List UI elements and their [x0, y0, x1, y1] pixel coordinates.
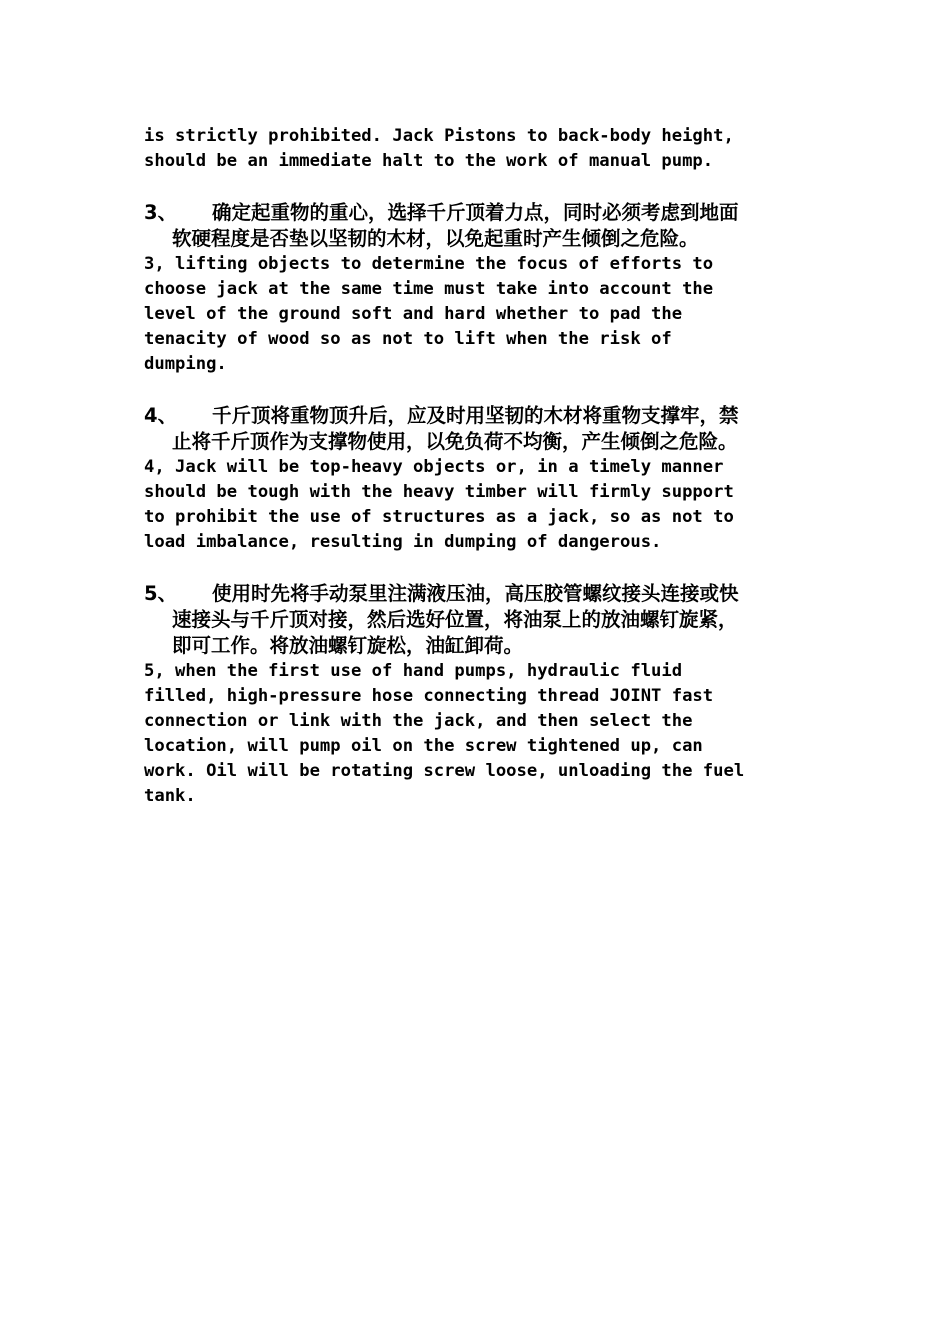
intro-line: should be an immediate halt to the work of manual pump. — [144, 151, 714, 171]
document-content — [144, 124, 824, 809]
paragraph-gap — [144, 174, 824, 200]
item-4-zh-first-line — [144, 403, 824, 429]
item-4-zh-line: 千斤顶将重物顶升后，应及时用坚韧的木材将重物支撑牢，禁 — [212, 404, 739, 427]
item-4-en-line: should be tough with the heavy timber will firmly support — [144, 482, 734, 502]
item-5-en-line: filled, high-pressure hose connecting thread JOINT fast — [144, 686, 714, 706]
item-3 — [144, 200, 824, 377]
item-5-en-line: tank. — [144, 786, 196, 806]
item-5-en-line: connection or link with the jack, and then select the — [144, 711, 693, 731]
item-3-en-line: dumping. — [144, 354, 227, 374]
item-4-en-line: 4, Jack will be top-heavy objects or, in a timely manner — [144, 457, 724, 477]
item-3-en-line: tenacity of wood so as not to lift when the risk of — [144, 329, 672, 349]
item-5-zh-line: 即可工作。将放油螺钉旋松，油缸卸荷。 — [172, 634, 524, 657]
item-5-zh-line: 速接头与千斤顶对接，然后选好位置，将油泵上的放油螺钉旋紧， — [172, 608, 738, 631]
item-4-zh-line: 止将千斤顶作为支撑物使用，以免负荷不均衡，产生倾倒之危险。 — [172, 430, 738, 453]
paragraph-gap — [144, 555, 824, 581]
intro-paragraph — [144, 124, 824, 174]
paragraph-gap — [144, 377, 824, 403]
item-5-number: 5、 — [144, 582, 178, 605]
item-3-zh-line: 确定起重物的重心，选择千斤顶着力点，同时必须考虑到地面 — [212, 201, 739, 224]
item-3-number: 3、 — [144, 201, 178, 224]
item-5-zh-first-line — [144, 581, 824, 607]
item-3-zh-line: 软硬程度是否垫以坚韧的木材，以免起重时产生倾倒之危险。 — [172, 227, 699, 250]
item-5-en-line: location, will pump oil on the screw tightened up, can — [144, 736, 703, 756]
item-3-en-line: level of the ground soft and hard whether to pad the — [144, 304, 683, 324]
item-3-zh-first-line — [144, 200, 824, 226]
item-5-en-line: 5, when the first use of hand pumps, hydraulic fluid — [144, 661, 683, 681]
item-4-en-line: load imbalance, resulting in dumping of dangerous. — [144, 532, 662, 552]
item-4 — [144, 403, 824, 555]
item-5-en-line: work. Oil will be rotating screw loose, unloading the fuel — [144, 761, 745, 781]
item-5-zh-line: 使用时先将手动泵里注满液压油，高压胶管螺纹接头连接或快 — [212, 582, 739, 605]
item-3-en-line: choose jack at the same time must take into account the — [144, 279, 714, 299]
item-3-en-line: 3, lifting objects to determine the focus of efforts to — [144, 254, 714, 274]
item-4-number: 4、 — [144, 404, 178, 427]
item-5 — [144, 581, 824, 809]
item-4-en-line: to prohibit the use of structures as a jack, so as not to — [144, 507, 734, 527]
intro-line: is strictly prohibited. Jack Pistons to back-body height, — [144, 126, 734, 146]
